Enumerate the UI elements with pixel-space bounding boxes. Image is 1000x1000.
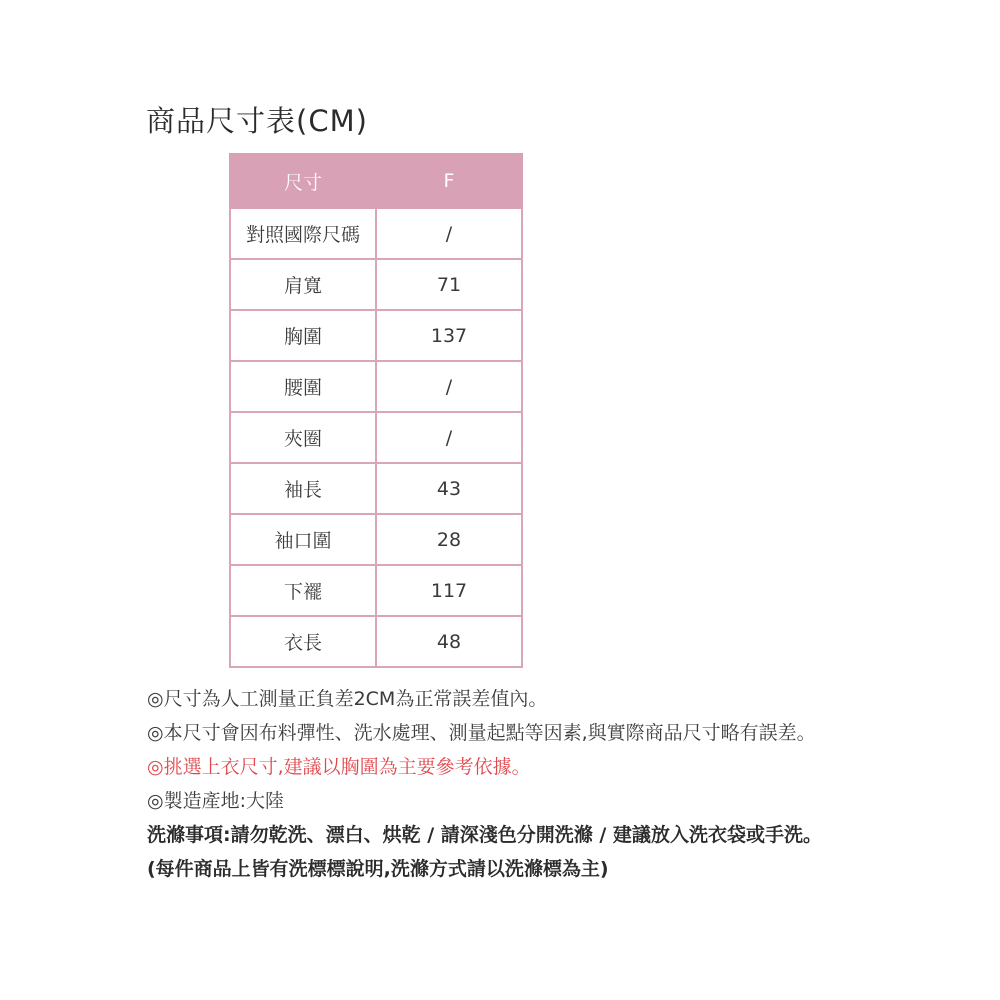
row-label: 袖口圍 — [230, 514, 376, 565]
row-value: / — [376, 412, 522, 463]
row-label: 胸圍 — [230, 310, 376, 361]
row-label: 腰圍 — [230, 361, 376, 412]
size-table — [229, 153, 523, 668]
table-row — [230, 514, 522, 565]
row-value: 71 — [376, 259, 522, 310]
row-value: 137 — [376, 310, 522, 361]
header-size-cell: F — [376, 154, 522, 208]
notes-section — [147, 682, 987, 886]
note-measurement-tolerance: ◎尺寸為人工測量正負差2CM為正常誤差值內。 — [147, 688, 548, 710]
row-value: / — [376, 208, 522, 259]
row-label: 對照國際尺碼 — [230, 208, 376, 259]
table-row — [230, 310, 522, 361]
note-size-selection-tip: ◎挑選上衣尺寸,建議以胸圍為主要參考依據。 — [147, 756, 531, 778]
row-label: 夾圈 — [230, 412, 376, 463]
row-value: 117 — [376, 565, 522, 616]
note-fabric-variance: ◎本尺寸會因布料彈性、洗水處理、測量起點等因素,與實際商品尺寸略有誤差。 — [147, 722, 816, 744]
row-label: 衣長 — [230, 616, 376, 667]
table-row — [230, 616, 522, 667]
table-row — [230, 412, 522, 463]
note-washing-instructions: 洗滌事項:請勿乾洗、漂白、烘乾 / 請深淺色分開洗滌 / 建議放入洗衣袋或手洗。 — [147, 824, 822, 846]
table-row — [230, 208, 522, 259]
row-label: 袖長 — [230, 463, 376, 514]
row-label: 肩寬 — [230, 259, 376, 310]
row-value: / — [376, 361, 522, 412]
table-header-row — [230, 154, 522, 208]
note-washing-label: (每件商品上皆有洗標標說明,洗滌方式請以洗滌標為主) — [147, 858, 609, 880]
table-row — [230, 259, 522, 310]
page-title: 商品尺寸表(CM) — [146, 104, 368, 138]
table-row — [230, 361, 522, 412]
row-value: 48 — [376, 616, 522, 667]
row-value: 43 — [376, 463, 522, 514]
table-row — [230, 463, 522, 514]
header-label-cell: 尺寸 — [230, 154, 376, 208]
row-label: 下襬 — [230, 565, 376, 616]
table-row — [230, 565, 522, 616]
note-origin: ◎製造產地:大陸 — [147, 790, 284, 812]
row-value: 28 — [376, 514, 522, 565]
